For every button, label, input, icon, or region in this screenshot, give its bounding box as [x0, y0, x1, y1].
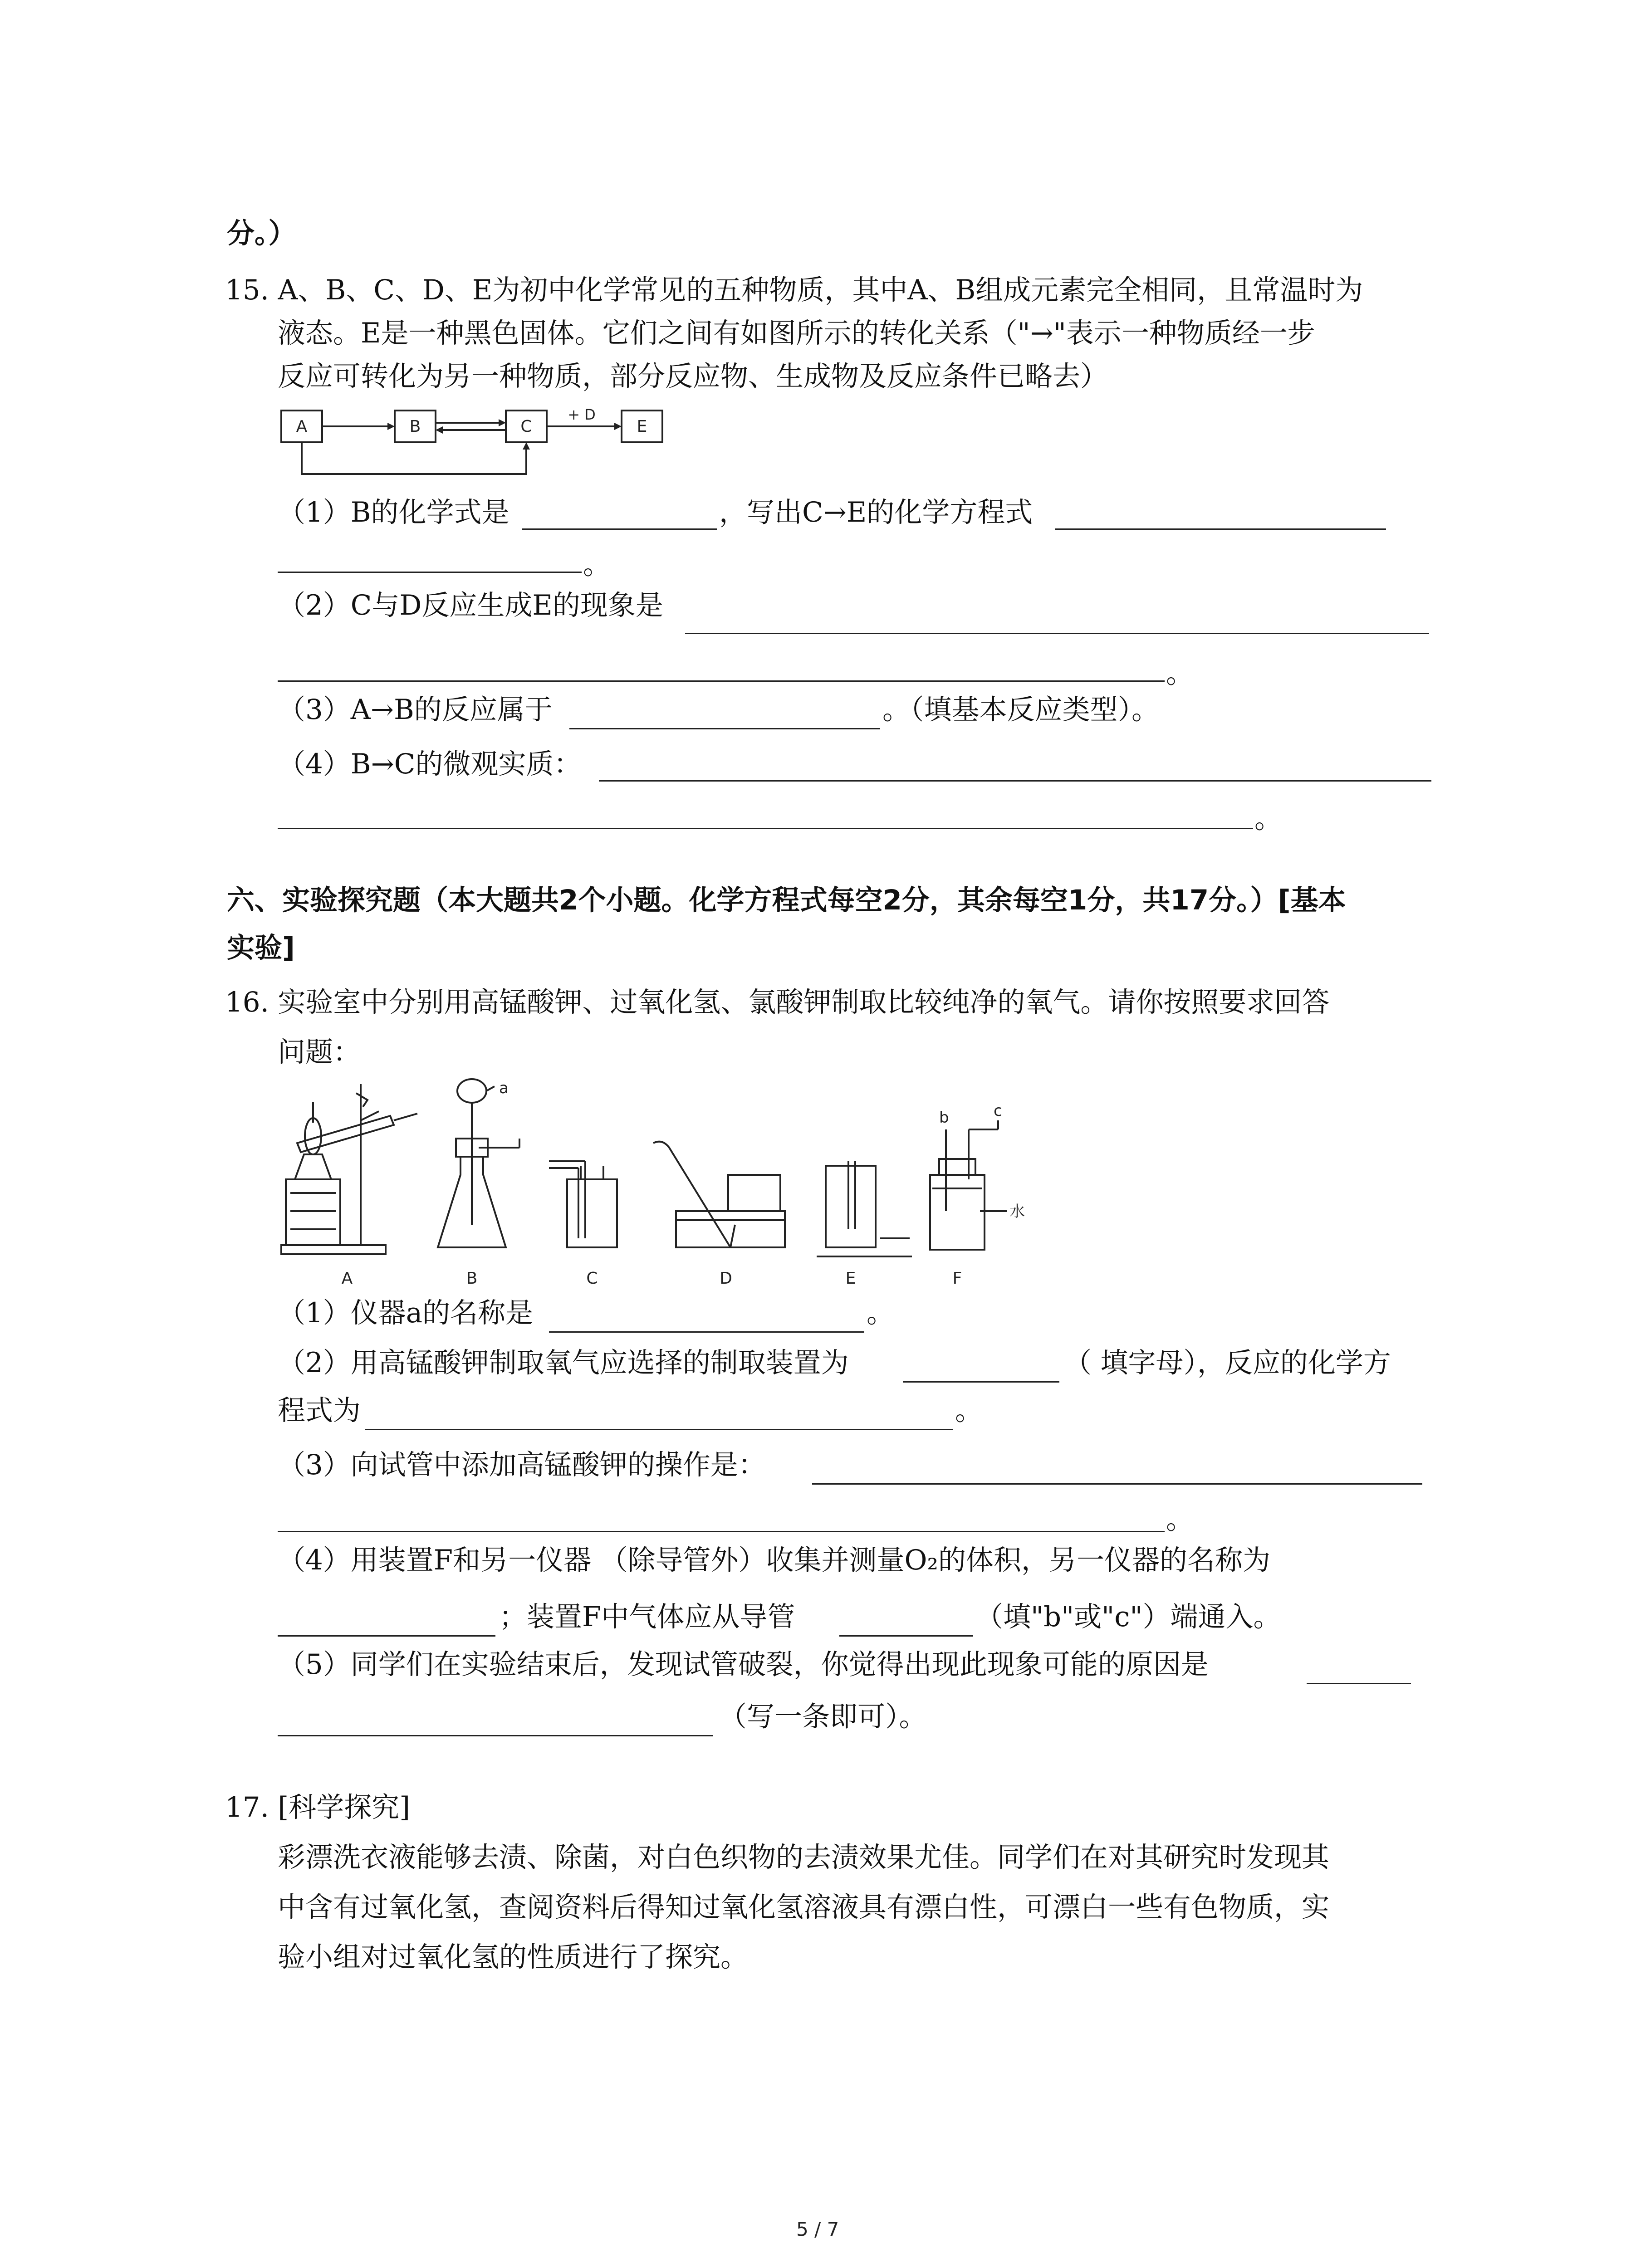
q16-part3-period: 。 [1166, 1503, 1194, 1535]
q16-part5-blank-cont[interactable] [278, 1735, 713, 1736]
q15-part2-prompt: （2）C与D反应生成E的现象是 [278, 589, 663, 621]
apparatus-label-f: F [952, 1269, 962, 1288]
box-e-label: E [637, 417, 647, 436]
apparatus-label-b: B [466, 1269, 478, 1288]
q15-part3-prompt: （3）A→B的反应属于 [278, 694, 553, 726]
q16-stem-line-1: 16. 实验室中分别用高锰酸钾、过氧化氢、氯酸钾制取比较纯净的氧气。请你按照要求回答 [225, 986, 1330, 1018]
q15-part4-prompt: （4）B→C的微观实质： [278, 748, 582, 780]
label-water: 水 [1009, 1202, 1025, 1221]
q16-part2-hint: （ 填字母），反应的化学方 [1064, 1347, 1391, 1379]
section6-title-line-1: 六、实验探究题（本大题共2个小题。化学方程式每空2分，其余每空1分，共17分。）[基本 [227, 884, 1346, 916]
q15-part4-blank[interactable] [599, 780, 1431, 782]
q15-part3-hint: 。（填基本反应类型）。 [882, 694, 1160, 726]
q17-body-line-1: 彩漂洗衣液能够去渍、除菌，对白色织物的去渍效果尤佳。同学们在对其研究时发现其 [278, 1841, 1330, 1873]
q15-stem-line-1: 15. A、B、C、D、E为初中化学常见的五种物质，其中A、B组成元素完全相同，且常温时为 [225, 274, 1363, 306]
box-a-label: A [296, 417, 308, 436]
apparatus-e [817, 1161, 912, 1256]
apparatus-label-a: A [341, 1269, 353, 1288]
page-number: 5 / 7 [796, 2218, 839, 2240]
apparatus-d [653, 1142, 785, 1247]
q15-part1-blank-equation[interactable] [1055, 528, 1386, 530]
q17-heading: 17. [科学探究] [225, 1791, 410, 1823]
q15-conversion-diagram [272, 404, 671, 494]
q16-part4-blank-tube[interactable] [839, 1635, 973, 1637]
q16-part4-prompt-2: ；装置F中气体应从导管 [499, 1601, 795, 1633]
q16-part2-blank-equation[interactable] [365, 1429, 953, 1430]
apparatus-b [438, 1079, 519, 1247]
q16-part5-hint: （写一条即可）。 [719, 1701, 927, 1733]
q16-part5-prompt: （5）同学们在实验结束后，发现试管破裂，你觉得出现此现象可能的原因是 [278, 1648, 1209, 1681]
q17-body-line-3: 验小组对过氧化氢的性质进行了探究。 [278, 1941, 749, 1973]
q15-part1-blank-equation-cont[interactable] [278, 572, 582, 573]
q16-part5-blank[interactable] [1307, 1683, 1411, 1684]
label-a-funnel: a [499, 1079, 509, 1097]
q16-part2-prompt: （2）用高锰酸钾制取氧气应选择的制取装置为 [278, 1347, 849, 1379]
label-b-tube: b [939, 1109, 949, 1127]
label-c-tube: c [994, 1102, 1002, 1120]
q15-part3-blank[interactable] [569, 728, 880, 729]
q16-part4-prompt: （4）用装置F和另一仪器 （除导管外）收集并测量O₂的体积，另一仪器的名称为 [278, 1544, 1270, 1576]
q15-part1-prompt: （1）B的化学式是 [278, 496, 509, 528]
q16-part1-period: 。 [867, 1297, 895, 1329]
apparatus-label-d: D [720, 1269, 732, 1288]
q16-part4-hint: （填"b"或"c"）端通入。 [975, 1601, 1281, 1633]
q15-stem-line-2: 液态。E是一种黑色固体。它们之间有如图所示的转化关系（"→"表示一种物质经一步 [278, 317, 1315, 349]
previous-section-tail: 分。） [227, 217, 296, 249]
arrow-plus-d-label: + D [568, 406, 596, 423]
q15-part4-blank-cont[interactable] [278, 828, 1253, 829]
q15-part2-period: 。 [1166, 657, 1194, 689]
q15-part1-period: 。 [583, 548, 611, 581]
box-b-label: B [409, 417, 421, 436]
q16-part2-period: 。 [955, 1394, 983, 1427]
q15-part1-blank-formula[interactable] [522, 528, 717, 530]
q15-part4-period: 。 [1254, 802, 1283, 835]
q16-stem-line-2: 问题： [278, 1036, 361, 1068]
q16-part3-blank[interactable] [812, 1483, 1422, 1485]
q16-part3-blank-cont[interactable] [278, 1531, 1165, 1532]
q15-part2-blank-cont[interactable] [278, 680, 1165, 682]
q16-part2-blank-device[interactable] [903, 1381, 1059, 1383]
q15-stem-line-3: 反应可转化为另一种物质，部分反应物、生成物及反应条件已略去） [278, 360, 1108, 392]
q15-part1-prompt-2: ，写出C→E的化学方程式 [719, 496, 1033, 528]
apparatus-label-e: E [845, 1269, 856, 1288]
apparatus-label-c: C [586, 1269, 598, 1288]
apparatus-c [549, 1161, 617, 1247]
q16-apparatus-figure [272, 1075, 1053, 1288]
q17-body-line-2: 中含有过氧化氢，查阅资料后得知过氧化氢溶液具有漂白性，可漂白一些有色物质，实 [278, 1891, 1330, 1923]
q16-part1-prompt: （1）仪器a的名称是 [278, 1297, 534, 1329]
q16-part3-prompt: （3）向试管中添加高锰酸钾的操作是： [278, 1449, 766, 1481]
apparatus-f [930, 1120, 1007, 1250]
q16-part2-prompt-2: 程式为 [278, 1394, 361, 1427]
box-c-label: C [520, 417, 532, 436]
q15-part2-blank[interactable] [685, 633, 1429, 634]
apparatus-a [281, 1084, 417, 1254]
q16-part4-blank-instrument[interactable] [278, 1635, 495, 1637]
section6-title-line-2: 实验] [227, 932, 295, 964]
q16-part1-blank[interactable] [549, 1331, 864, 1333]
